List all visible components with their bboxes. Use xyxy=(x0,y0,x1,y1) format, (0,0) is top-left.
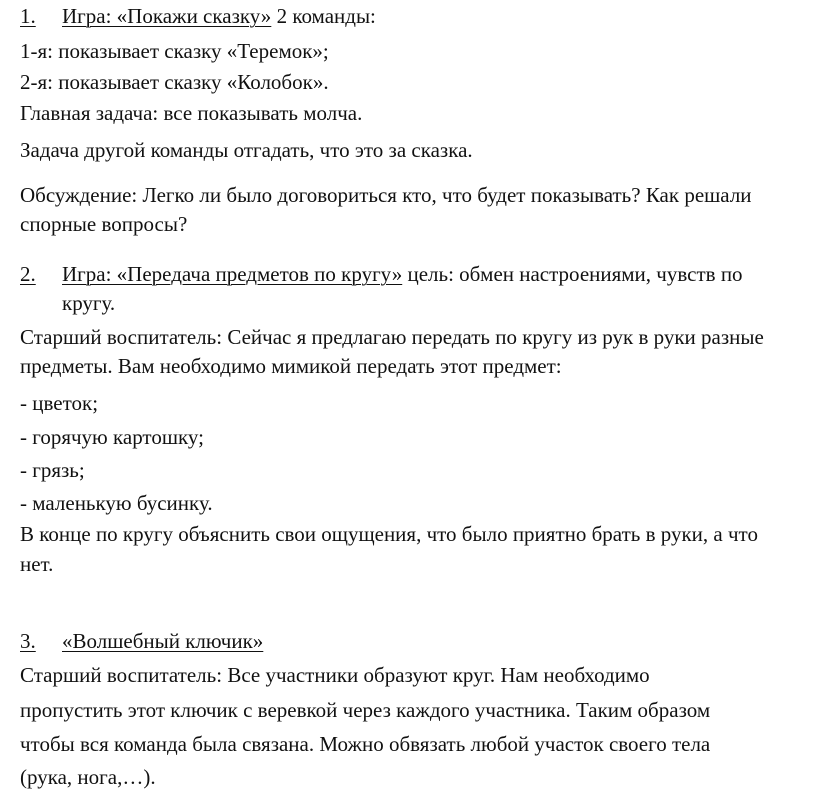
section-2-line: В конце по кругу объяснить свои ощущения, что было приятно брать в руки, а что xyxy=(20,522,758,546)
section-1-line: Главная задача: все показывать молча. xyxy=(20,101,363,125)
section-3-line: Старший воспитатель: Все участники образуют круг. Нам необходимо xyxy=(20,663,650,687)
section-2-line: нет. xyxy=(20,552,54,576)
section-1-line: 2-я: показывает сказку «Колобок». xyxy=(20,70,329,94)
section-2-list-item: - маленькую бусинку. xyxy=(20,491,213,515)
section-2-heading xyxy=(20,260,743,288)
section-2-list-item: - цветок; xyxy=(20,391,99,415)
section-3-title: «Волшебный ключик» xyxy=(62,629,264,653)
section-3-heading xyxy=(20,627,263,655)
section-2-list-item: - грязь; xyxy=(20,458,85,482)
section-2-line: Старший воспитатель: Сейчас я предлагаю передать по кругу из рук в руки разные xyxy=(20,325,764,349)
section-1-heading xyxy=(20,2,376,30)
section-3-number: 3. xyxy=(20,629,36,653)
section-1-line: Задача другой команды отгадать, что это за сказка. xyxy=(20,138,473,162)
section-1-title-suffix: 2 команды: xyxy=(271,4,376,28)
section-3-line: (рука, нога,…). xyxy=(20,765,156,789)
section-3-line: пропустить этот ключик с веревкой через каждого участника. Таким образом xyxy=(20,698,711,722)
section-1-title: Игра: «Покажи сказку» xyxy=(62,4,272,28)
section-2-title: Игра: «Передача предметов по кругу» xyxy=(62,262,403,286)
section-1-discussion-line: спорные вопросы? xyxy=(20,212,188,236)
section-2-list-item: - горячую картошку; xyxy=(20,425,204,449)
section-3-line: чтобы вся команда была связана. Можно обвязать любой участок своего тела xyxy=(20,732,711,756)
section-1-line: 1-я: показывает сказку «Теремок»; xyxy=(20,39,329,63)
section-2-number: 2. xyxy=(20,262,36,286)
section-2-heading-cont: кругу. xyxy=(62,291,116,315)
section-1-number: 1. xyxy=(20,4,36,28)
section-2-line: предметы. Вам необходимо мимикой передать этот предмет: xyxy=(20,354,562,378)
section-2-title-suffix: цель: обмен настроениями, чувств по xyxy=(402,262,743,286)
section-1-discussion-line: Обсуждение: Легко ли было договориться кто, что будет показывать? Как решали xyxy=(20,183,752,207)
